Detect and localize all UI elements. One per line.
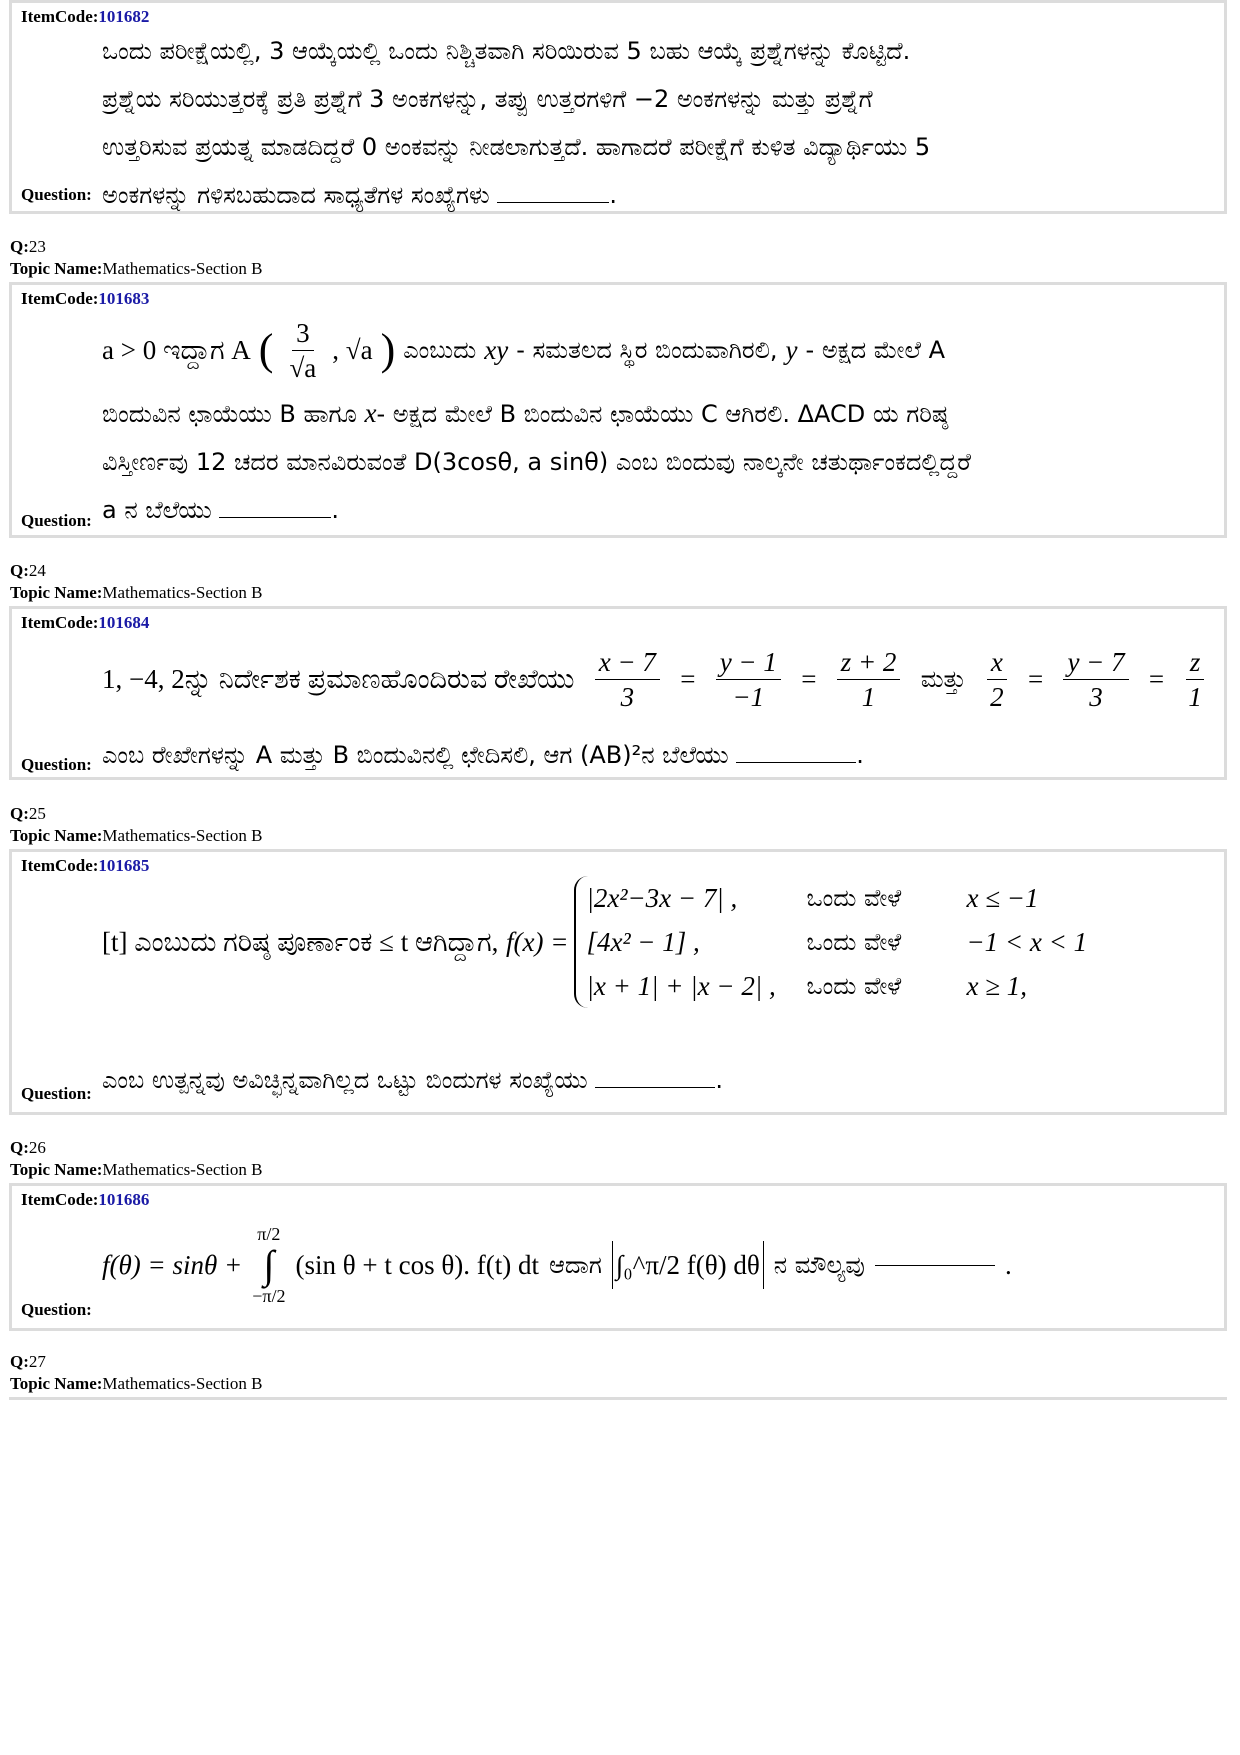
question-label: Question: [21,1084,92,1103]
q23-card [9,282,1227,538]
question-label: Question: [21,755,92,774]
q25-card [9,849,1227,1115]
q26-question-text: f(θ) = sinθ + π/2 ∫ −π/2 (sin θ + t cos θ). f(t) dt ಆದಾಗ ∫₀^π/2 f(θ) dθ ನ ಮೌಲ್ಯವು . [102,1224,1012,1306]
q24-card [9,606,1227,780]
q22-card [9,0,1227,214]
answer-blank [497,201,609,203]
answer-blank [595,1086,715,1088]
q24-header: Q:24 Topic Name:Mathematics-Section B [10,561,263,602]
question-label: Question: [21,1300,92,1319]
q23-item-code: ItemCode:101683 [21,289,150,308]
q25-header: Q:25 Topic Name:Mathematics-Section B [10,804,263,845]
q25-question-text: [t] ಎಂಬುದು ಗರಿಷ್ಠ ಪೂರ್ಣಾಂಕ ≤ t ಆಗಿದ್ದಾಗ, f(x) = |2x²−3x − 7| , ಒಂದು ವೇಳೆ x ≤ −1 [4x² − 1] , ಒಂದು ವೇಳೆ −1 < x < 1 |x + 1| + |x − 2| , ಒಂದು ವೇಳೆ x ≥ 1, ಎಂಬ ಉತ್ಪನ್ನವು ಅವಿಚ್ಛಿನ್ನವಾಗಿಲ್ಲದ ಒಟ್ಟು ಬಿಂದುಗಳ ಸಂಖ್ಯೆಯು . [102,876,1210,1104]
q23-question-text: a > 0 ಇದ್ದಾಗ A ( $\frac{3}{√a}$ , √a ) ಎಂಬುದು xy - ಸಮತಲದ ಸ್ಥಿರ ಬಿಂದುವಾಗಿರಲಿ, y - ಅಕ್ಷದ ಮೇಲೆ A ಬಿಂದುವಿನ ಛಾಯೆಯು B ಹಾಗೂ x- ಅಕ್ಷದ ಮೇಲೆ B ಬಿಂದುವಿನ ಛಾಯೆಯು C ಆಗಿರಲಿ. ΔACD ಯ ಗರಿಷ್ಠ ವಿಸ್ತೀರ್ಣವು 12 ಚದರ ಮಾನವಿರುವಂತೆ D(3cosθ, a sinθ) ಎಂಬ ಬಿಂದುವು ನಾಲ್ಕನೇ ಚತುರ್ಥಾಂಕದಲ್ಲಿದ್ದರೆ a ನ ಬೆಲೆಯು . [102,317,971,524]
answer-blank [219,516,331,518]
q27-divider [9,1397,1227,1400]
q22-question-text: ಒಂದು ಪರೀಕ್ಷೆಯಲ್ಲಿ, 3 ಆಯ್ಕೆಯಲ್ಲಿ ಒಂದು ನಿಶ್ಚಿತವಾಗಿ ಸರಿಯಿರುವ 5 ಬಹು ಆಯ್ಕೆ ಪ್ರಶ್ನೆಗಳನ್ನು ಕೊಟ್ಟಿದೆ. ಪ್ರಶ್ನೆಯ ಸರಿಯುತ್ತರಕ್ಕೆ ಪ್ರತಿ ಪ್ರಶ್ನೆಗೆ 3 ಅಂಕಗಳನ್ನು, ತಪ್ಪು ಉತ್ತರಗಳಿಗೆ −2 ಅಂಕಗಳನ್ನು ಮತ್ತು ಪ್ರಶ್ನೆಗೆ ಉತ್ತರಿಸುವ ಪ್ರಯತ್ನ ಮಾಡದಿದ್ದರೆ 0 ಅಂಕವನ್ನು ನೀಡಲಾಗುತ್ತದೆ. ಹಾಗಾದರೆ ಪರೀಕ್ಷೆಗೆ ಕುಳಿತ ವಿದ್ಯಾರ್ಥಿಯು 5 ಅಂಕಗಳನ್ನು ಗಳಿಸಬಹುದಾದ ಸಾಧ್ಯತೆಗಳ ಸಂಖ್ಯೆಗಳು . [102,37,931,209]
answer-blank [736,761,856,763]
q24-item-code: ItemCode:101684 [21,613,150,632]
q23-header: Q:23 Topic Name:Mathematics-Section B [10,237,263,278]
q27-header: Q:27 Topic Name:Mathematics-Section B [10,1352,263,1393]
question-label: Question: [21,185,92,204]
q22-item-code: ItemCode:101682 [21,7,150,26]
q26-header: Q:26 Topic Name:Mathematics-Section B [10,1138,263,1179]
question-label: Question: [21,511,92,530]
q24-question-text: 1, −4, 2ನ್ನು ನಿರ್ದೇಶಕ ಪ್ರಮಾಣಹೊಂದಿರುವ ರೇಖೆಯು $\frac{x - 7}{3}$ = $\frac{y - 1}{-1}$ = $\frac{z + 2}{1}$ ಮತ್ತು $\frac{x}{2}$ = $\frac{y - 7}{3}$ = $\frac{z}{1}$ ಎಂಬ ರೇಖೇಗಳನ್ನು A ಮತ್ತು B ಬಿಂದುವಿನಲ್ಲಿ ಛೇದಿಸಲಿ, ಆಗ (AB)²ನ ಬೆಲೆಯು . [102,639,1210,779]
q25-item-code: ItemCode:101685 [21,856,150,875]
q26-card [9,1183,1227,1331]
q26-item-code: ItemCode:101686 [21,1190,150,1209]
answer-blank [875,1264,995,1266]
